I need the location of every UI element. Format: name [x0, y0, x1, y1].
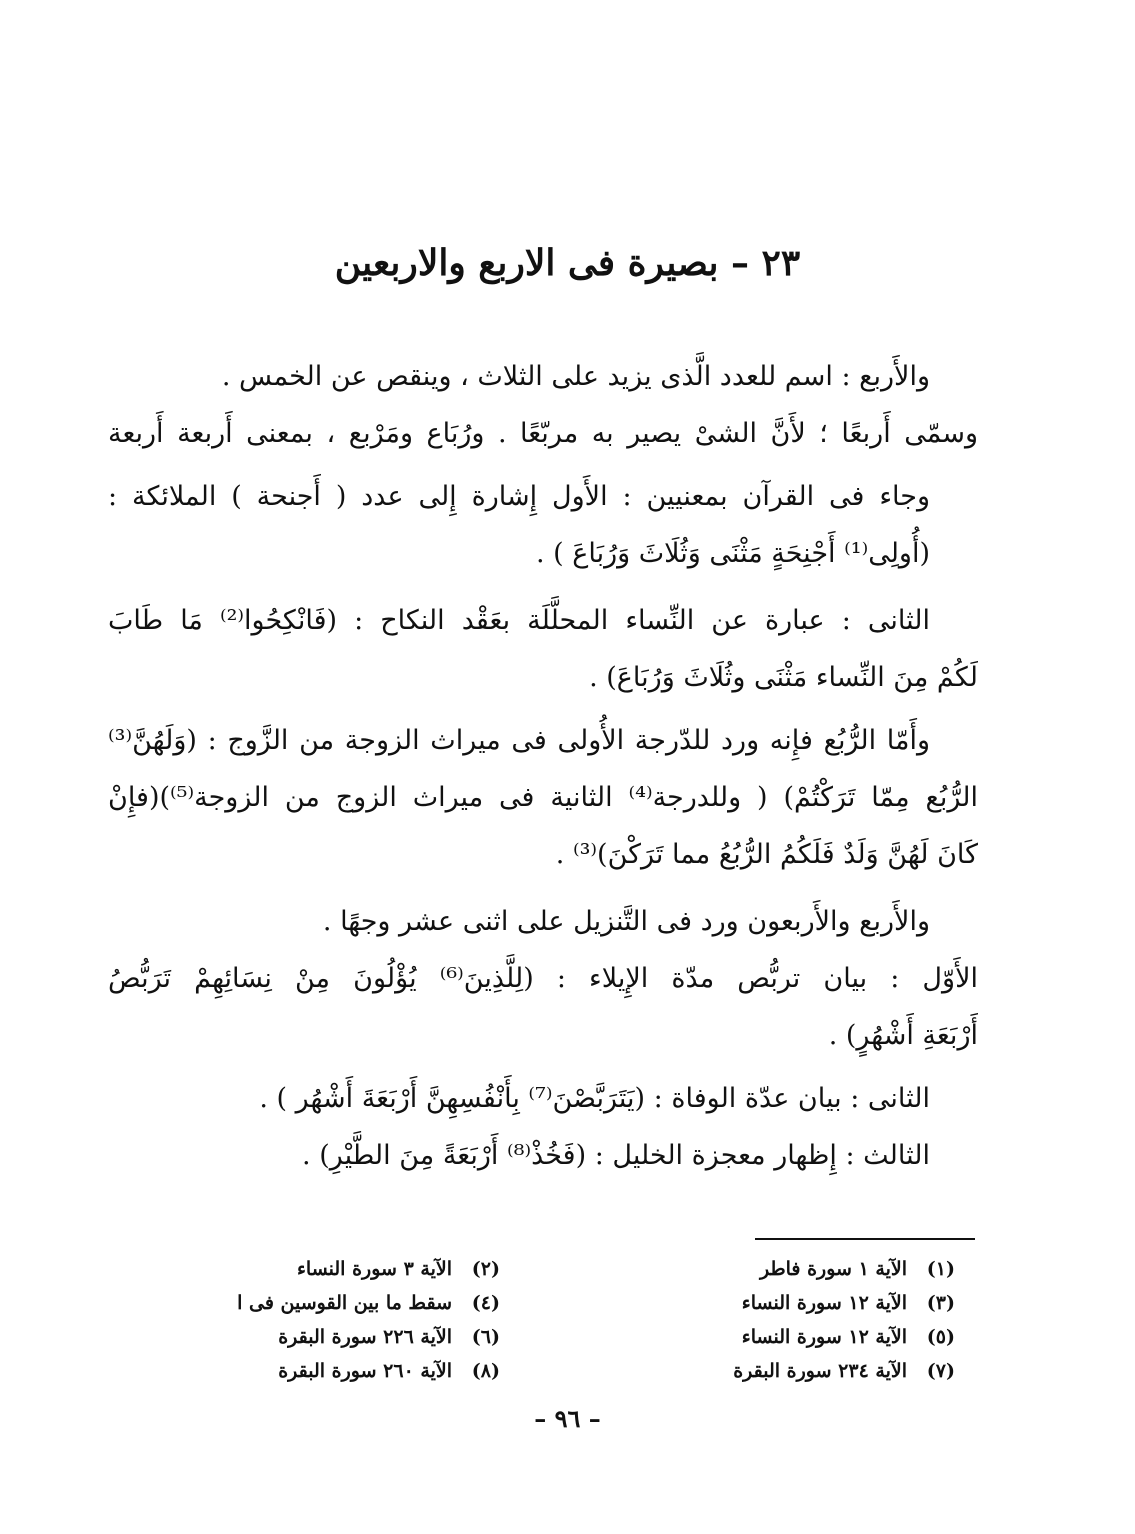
paragraph-line: الأَوّل : بيان تربُّص مدّة الإِيلاء : (لِلَّذِينَ⁽⁶⁾ يُؤْلُونَ مِنْ نِسَائِهِمْ تَرَبُّصُ — [108, 963, 978, 994]
footnote — [200, 1320, 500, 1354]
footnote — [200, 1354, 500, 1388]
paragraph-line: وسمّى أَربعًا ؛ لأَنَّ الشىْ يصير به مربّعًا . ورُبَاع ومَرْبع ، بمعنى أَربعة أَربعة — [108, 418, 978, 449]
footnote-row — [200, 1354, 955, 1388]
footnote-number: (٦) — [471, 1326, 500, 1348]
footnote-text: الآية ٢٢٦ سورة البقرة — [278, 1326, 452, 1348]
footnotes — [200, 1252, 955, 1388]
footnote-number: (٢) — [471, 1258, 500, 1280]
paragraph-line: الرُّبُع مِمّا تَرَكْتُمْ) ( وللدرجة⁽⁴⁾ الثانية فى ميراث الزوج من الزوجة⁽⁵⁾)(فإِنْ — [108, 782, 978, 813]
footnote — [655, 1252, 955, 1286]
footnote-number: (٨) — [471, 1360, 500, 1382]
footnote — [200, 1252, 500, 1286]
footnote — [655, 1354, 955, 1388]
footnote-number: (٣) — [926, 1292, 955, 1314]
paragraph-line: والأَربع والأَربعون ورد فى التَّنزيل على اثنى عشر وجهًا . — [322, 906, 930, 937]
paragraph-line: لَكُمْ مِنَ النِّساء مَثْنَى وثُلَاثَ وَرُبَاعَ) . — [589, 662, 978, 693]
paragraph-line: وأَمّا الرُّبُع فإِنه ورد للدّرجة الأُولى فى ميراث الزوجة من الزَّوج : (وَلَهُنَّ⁽³⁾ — [108, 725, 930, 756]
footnote-row — [200, 1320, 955, 1354]
footnote-divider — [755, 1238, 975, 1240]
footnote-text: الآية ١٢ سورة النساء — [741, 1292, 907, 1314]
paragraph-line: الثالث : إِظهار معجزة الخليل : (فَخُذْ⁽⁸⁾ أَرْبَعَةً مِنَ الطَّيْرِ) . — [302, 1140, 930, 1171]
footnote-row — [200, 1252, 955, 1286]
footnote-number: (٧) — [926, 1360, 955, 1382]
page-number: – ٩٦ – — [534, 1404, 601, 1433]
body-text — [108, 348, 978, 1184]
footnote-text: سقط ما بين القوسين فى ا — [237, 1292, 452, 1314]
footnote-number: (١) — [926, 1258, 955, 1280]
footnote-text: الآية ١٢ سورة النساء — [741, 1326, 907, 1348]
footnote-text: الآية ١ سورة فاطر — [759, 1258, 907, 1280]
paragraph-line: أَرْبَعَةِ أَشْهُرٍ) . — [828, 1020, 978, 1051]
footnote — [200, 1286, 500, 1320]
footnote — [655, 1286, 955, 1320]
section-title: ٢٣ – بصيرة فى الاربع والاربعين — [334, 242, 801, 284]
footnote-text: الآية ٣ سورة النساء — [296, 1258, 452, 1280]
paragraph-line: الثانى : بيان عدّة الوفاة : (يَتَرَبَّصْنَ⁽⁷⁾ بِأَنْفُسِهِنَّ أَرْبَعَةَ أَشْهُر ) . — [259, 1083, 930, 1114]
paragraph-line: (أُولِى⁽¹⁾ أَجْنِحَةٍ مَثْنَى وَثُلَاثَ وَرُبَاعَ ) . — [535, 538, 930, 569]
footnote-text: الآية ٢٦٠ سورة البقرة — [278, 1360, 452, 1382]
paragraph-line: وجاء فى القرآن بمعنيين : الأَول إِشارة إِلى عدد ( أَجنحة ) الملائكة : — [108, 481, 930, 512]
paragraph-line: الثانى : عبارة عن النِّساء المحلَّلَة بعَقْد النكاح : (فَانْكِحُوا⁽²⁾ مَا طَابَ — [108, 605, 930, 636]
footnote-row — [200, 1286, 955, 1320]
paragraph-line: كَانَ لَهُنَّ وَلَدٌ فَلَكُمُ الرُّبُعُ مما تَرَكْنَ)⁽³⁾ . — [555, 839, 978, 870]
footnote-number: (٤) — [471, 1292, 500, 1314]
footnote-number: (٥) — [926, 1326, 955, 1348]
paragraph-line: والأَربع : اسم للعدد الَّذى يزيد على الثلاث ، وينقص عن الخمس . — [221, 361, 930, 392]
footnote — [655, 1320, 955, 1354]
footnote-text: الآية ٢٣٤ سورة البقرة — [733, 1360, 907, 1382]
